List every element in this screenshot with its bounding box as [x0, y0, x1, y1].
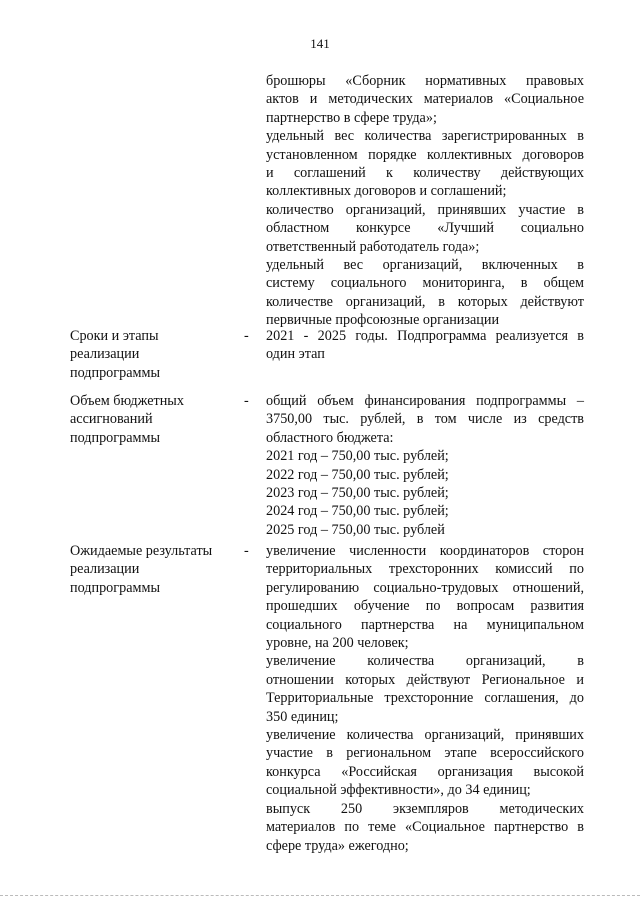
text-line: областного бюджета:: [266, 429, 394, 446]
text-line: систему социального мониторинга, в общем: [266, 275, 584, 292]
text-line: удельный вес организаций, включенных в: [266, 257, 584, 274]
page-number: 141: [310, 36, 330, 51]
text-line: первичные профсоюзные организации: [266, 312, 500, 329]
text-line: брошюры «Сборник нормативных правовых: [266, 73, 584, 89]
row-value-timing: [266, 327, 584, 364]
text-line: партнерство в сфере труда»;: [266, 109, 437, 126]
text-line: территориальных трехсторонних комиссий по: [266, 561, 584, 578]
text-line: сфере труда» ежегодно;: [266, 837, 409, 854]
text-line: 2025 год – 750,00 тыс. рублей: [266, 521, 445, 538]
bottom-rule: [0, 895, 640, 896]
row-dash: -: [244, 393, 249, 409]
text-line: 2021 год – 750,00 тыс. рублей;: [266, 448, 449, 465]
text-line: актов и методических материалов «Социальное: [266, 91, 584, 108]
text-line: социального партнерства на муниципальном: [266, 616, 584, 633]
intro-continuation: [266, 72, 584, 330]
label-line: Ожидаемые результаты: [70, 543, 213, 559]
text-line: социальной эффективности», до 34 единиц;: [266, 782, 531, 799]
text-line: 2023 год – 750,00 тыс. рублей;: [266, 485, 449, 502]
text-line: уровне, на 200 человек;: [266, 635, 409, 652]
text-line: 2021 - 2025 годы. Подпрограмма реализуется в: [266, 328, 584, 344]
label-line: подпрограммы: [70, 429, 160, 446]
text-line: участие в региональном этапе всероссийского: [266, 745, 584, 762]
row-dash: -: [244, 328, 249, 344]
label-line: подпрограммы: [70, 579, 160, 596]
row-label-timing: [70, 327, 240, 382]
text-line: увеличение численности координаторов сторон: [266, 543, 584, 559]
label-line: Объем бюджетных: [70, 393, 184, 409]
text-line: конкурса «Российская организация высокой: [266, 763, 584, 780]
text-line: 350 единиц;: [266, 708, 339, 725]
text-line: 2024 год – 750,00 тыс. рублей;: [266, 503, 449, 520]
text-line: общий объем финансирования подпрограммы –: [266, 393, 584, 409]
text-line: выпуск 250 экземпляров методических: [266, 800, 584, 817]
label-line: реализации: [70, 561, 140, 578]
text-line: количество организаций, принявших участие в: [266, 201, 584, 218]
text-line: Территориальные трехсторонние соглашения, до: [266, 690, 584, 707]
row-dash: -: [244, 543, 249, 559]
text-line: увеличение количества организаций, принявших: [266, 727, 584, 744]
label-line: подпрограммы: [70, 364, 160, 381]
text-line: установленном порядке коллективных договоров: [266, 146, 584, 163]
row-label-results: [70, 542, 240, 597]
row-value-results: [266, 542, 584, 855]
text-line: отношении которых действуют Региональное и: [266, 671, 584, 688]
label-line: Сроки и этапы: [70, 328, 159, 344]
text-line: удельный вес количества зарегистрированных в: [266, 128, 584, 145]
label-line: реализации: [70, 346, 140, 363]
row-value-budget: [266, 392, 584, 539]
text-line: прошедших обучение по вопросам развития: [266, 598, 584, 615]
text-line: один этап: [266, 346, 325, 363]
text-line: и соглашений к количеству действующих: [266, 165, 584, 182]
text-line: количестве организаций, в которых действуют: [266, 293, 584, 310]
row-label-budget: [70, 392, 240, 447]
text-line: ответственный работодатель года»;: [266, 238, 480, 255]
text-line: областном конкурсе «Лучший социально: [266, 220, 584, 237]
text-line: коллективных договоров и соглашений;: [266, 183, 507, 200]
text-line: увеличение количества организаций, в: [266, 653, 584, 670]
text-line: 3750,00 тыс. рублей, в том числе из средств: [266, 411, 584, 428]
label-line: ассигнований: [70, 411, 153, 428]
text-line: материалов по теме «Социальное партнерство в: [266, 819, 584, 836]
text-line: регулированию социально-трудовых отношений,: [266, 579, 584, 596]
text-line: 2022 год – 750,00 тыс. рублей;: [266, 466, 449, 483]
